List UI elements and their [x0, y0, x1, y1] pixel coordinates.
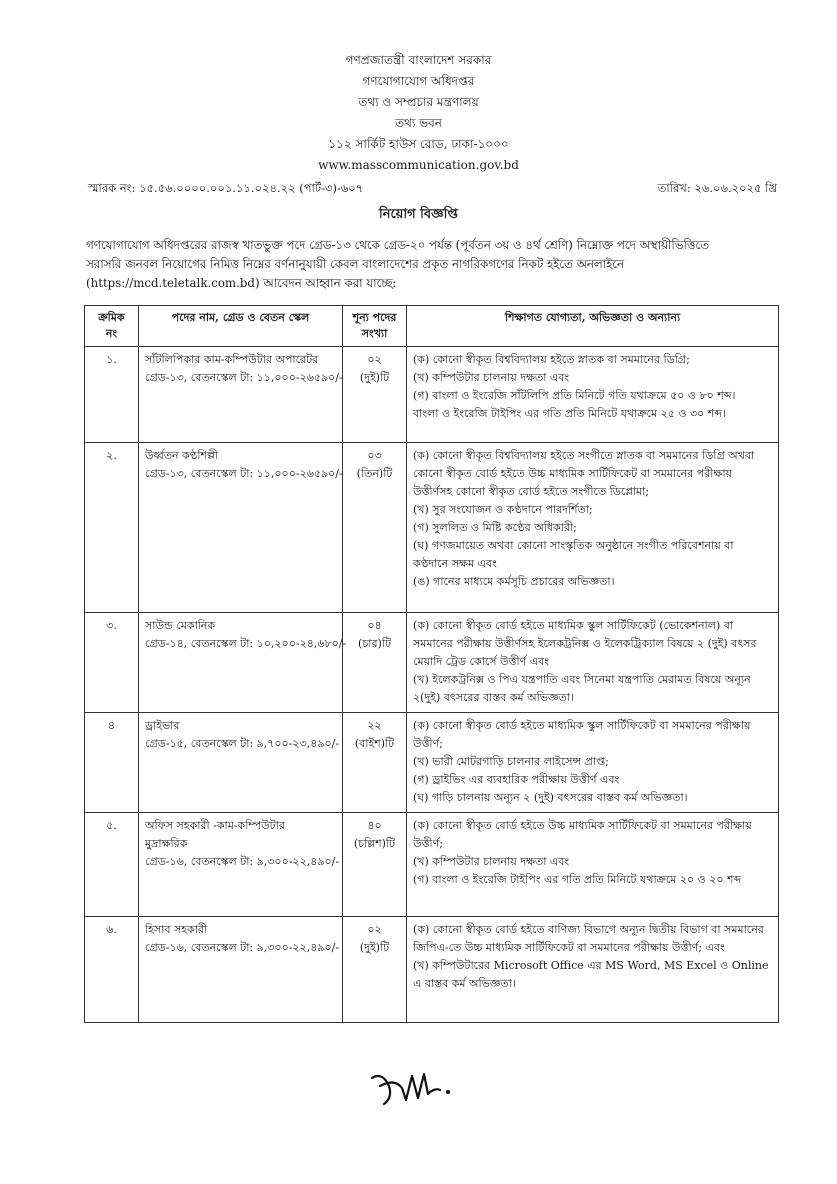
table-row	[85, 613, 779, 713]
table-row	[85, 713, 779, 813]
vacancy-number: ২২	[367, 719, 382, 732]
row-count	[343, 613, 407, 713]
vacancy-words: (বাইশ)টি	[354, 737, 395, 750]
building-name: তথ্য ভবন	[395, 116, 442, 130]
row-post	[139, 813, 343, 917]
row-post	[139, 917, 343, 1023]
intro-line: গণযোগাযোগ অধিদপ্তরের রাজস্ব খাতভুক্ত পদে গ্রেড-১৩ থেকে গ্রেড-২০ পর্যন্ত (পূর্বতন ৩য় ও ৪র্থ শ্রেণি) নিম্নোক্ত পদে অস্থায়ীভিত্তিতে	[86, 238, 709, 252]
post-grade: গ্রেড-১৫, বেতনস্কেল টা: ৯,৭০০-২৩,৪৯০/-	[145, 737, 340, 750]
qual-item: (খ) ভারী মোটরগাড়ি চালনার লাইসেন্স প্রাপ্ত;	[413, 755, 609, 768]
table-row	[85, 443, 779, 613]
row-serial: ৩.	[85, 613, 139, 713]
memo-date: তারিখ: ২৬.০৬.২০২৫ খ্রি	[657, 181, 777, 195]
ministry-name: তথ্য ও সম্প্রচার মন্ত্রণালয়	[358, 95, 479, 109]
qual-item: (গ) ড্রাইভিং এর ব্যবহারিক পরীক্ষায় উত্তীর্ণ এবং	[413, 773, 620, 786]
vacancy-number: ০২	[367, 923, 382, 936]
qual-item: (ক) কোনো স্বীকৃত বোর্ড হইতে বাণিজ্য বিভাগে অন্যূন দ্বিতীয় বিভাগ বা সমমানের জিপিএ-তে উচ্চ মাধ্যমিক সার্টিফিকেট বা সমমানের পরীক্ষায় উত্তীর্ণ; এবং	[413, 923, 764, 954]
post-grade: গ্রেড-১৩, বেতনস্কেল টা: ১১,০০০-২৬৫৯০/-	[145, 371, 343, 384]
qual-item: (ঘ) গণজমায়েত অথবা কোনো সাংস্কৃতিক অনুষ্ঠানে সংগীত পরিবেশনায় বা কণ্ঠদানে সক্ষম এবং	[413, 539, 734, 570]
office-header	[0, 50, 837, 176]
header-post: পদের নাম, গ্রেড ও বেতন স্কেল	[139, 306, 343, 347]
qual-item: (গ) সুললিত ও মিষ্টি কণ্ঠের অধিকারী;	[413, 521, 577, 534]
row-count	[343, 917, 407, 1023]
qual-item: (ক) কোনো স্বীকৃত বোর্ড হইতে মাধ্যমিক স্কুল সার্টিফিকেট (ভোকেশনাল) বা সমমানের পরীক্ষায় উত্তীর্ণসহ ইলেকট্রনিক্স ও ইলেকট্রিক্যাল বিষয়ে ২ (দুই) বৎসর মেয়াদি ট্রেড কোর্সে উত্তীর্ণ এবং	[413, 619, 757, 668]
row-qualification	[407, 613, 779, 713]
vacancy-words: (দুই)টি	[359, 371, 390, 384]
vacancy-number: ০২	[367, 353, 382, 366]
intro-line: সরাসরি জনবল নিয়োগের নিমিত্ত নিম্নের বর্ণনানুযায়ী কেবল বাংলাদেশের প্রকৃত নাগরিকগণের নিকট হইতে অনলাইনে	[86, 257, 625, 271]
row-serial: ১.	[85, 347, 139, 443]
vacancy-number: ০৩	[367, 449, 382, 462]
qual-item: (খ) সুর সংযোজন ও কণ্ঠদানে পারদর্শিতা;	[413, 503, 593, 516]
row-count	[343, 713, 407, 813]
row-serial: ২.	[85, 443, 139, 613]
post-grade: গ্রেড-১৬, বেতনস্কেল টা: ৯,৩০০-২২,৪৯০/-	[145, 941, 340, 954]
post-name-cont: মুদ্রাক্ষরিক	[145, 837, 188, 850]
post-grade: গ্রেড-১৬, বেতনস্কেল টা: ৯,৩০০-২২,৪৯০/-	[145, 855, 340, 868]
table-row	[85, 813, 779, 917]
row-count	[343, 813, 407, 917]
row-serial: ৬.	[85, 917, 139, 1023]
qual-item: (ঘ) গাড়ি চালনায় অন্যূন ২ (দুই) বৎসরের বাস্তব কর্ম অভিজ্ঞতা।	[413, 791, 688, 804]
row-qualification	[407, 917, 779, 1023]
row-serial: ৪	[85, 713, 139, 813]
table-header-row	[85, 306, 779, 347]
vacancy-number: ৪০	[367, 819, 382, 832]
qual-item: (গ) বাংলা ও ইংরেজি টাইপিং এর গতি প্রতি মিনিটে যথাক্রমে ২০ ও ২০ শব্দ	[413, 873, 742, 886]
row-serial: ৫.	[85, 813, 139, 917]
department-name: গণযোগাযোগ অধিদপ্তর	[362, 74, 475, 88]
notice-title: নিয়োগ বিজ্ঞপ্তি	[379, 207, 458, 222]
post-name: অফিস সহকারী -কাম-কম্পিউটার	[145, 819, 285, 832]
row-count	[343, 347, 407, 443]
table-row	[85, 917, 779, 1023]
row-post	[139, 613, 347, 713]
row-post	[139, 443, 343, 613]
qual-item: (গ) বাংলা ও ইংরেজি সাঁটলিপি প্রতি মিনিটে গতি যথাক্রমে ৫০ ও ৮০ শব্দ।	[413, 389, 736, 402]
row-post	[139, 713, 343, 813]
vacancy-words: (চার)টি	[358, 637, 391, 650]
row-qualification	[407, 443, 779, 613]
row-post	[139, 347, 343, 443]
office-website: www.masscommunication.gov.bd	[318, 158, 519, 172]
row-count	[343, 443, 407, 613]
vacancy-table	[84, 305, 779, 1023]
table-row	[85, 347, 779, 443]
post-grade: গ্রেড-১৪, বেতনস্কেল টা: ১০,২০০-২৪,৬৮০/-	[145, 637, 347, 650]
qual-item: (খ) কম্পিউটার চালনায় দক্ষতা এবং	[413, 855, 570, 868]
row-qualification	[407, 813, 779, 917]
signature-mark	[368, 1064, 458, 1108]
qual-item: (ক) কোনো স্বীকৃত বোর্ড হইতে মাধ্যমিক স্কুল সার্টিফিকেট বা সমমানের পরীক্ষায় উত্তীর্ণ;	[413, 719, 751, 750]
qual-item: বাংলা ও ইংরেজি টাইপিং এর গতি প্রতি মিনিটে যথাক্রমে ২৫ ও ৩০ শব্দ।	[413, 407, 726, 420]
header-serial: ক্রমিক নং	[85, 306, 139, 347]
qual-item: (খ) কম্পিউটার চালনায় দক্ষতা এবং	[413, 371, 570, 384]
intro-line: (https://mcd.teletalk.com.bd) আবেদন আহ্বান করা যাচ্ছে:	[86, 276, 397, 290]
qual-item: (খ) ইলেকট্রনিক্স ও পিএ যন্ত্রপাতি এবং সিনেমা যন্ত্রপাতি মেরামত বিষয়ে অন্যূন ২(দুই) বৎসরের বাস্তব কর্ম অভিজ্ঞতা।	[413, 673, 751, 704]
qual-item: (ক) কোনো স্বীকৃত বিশ্ববিদ্যালয় হইতে স্নাতক বা সমমানের ডিগ্রি;	[413, 353, 690, 366]
office-address: ১১২ সার্কিট হাউস রোড, ঢাকা-১০০০	[328, 137, 509, 151]
govt-name: গণপ্রজাতন্ত্রী বাংলাদেশ সরকার	[345, 53, 492, 67]
post-name: ড্রাইভার	[145, 719, 180, 732]
post-name: হিসাব সহকারী	[145, 923, 208, 936]
qual-item: (খ) কম্পিউটারের Microsoft Office এর MS Word, MS Excel ও Online এ বাস্তব কর্ম অভিজ্ঞতা।	[413, 959, 769, 990]
qual-item: (ক) কোনো স্বীকৃত বোর্ড হইতে উচ্চ মাধ্যমিক সার্টিফিকেট বা সমমানের পরীক্ষায় উত্তীর্ণ;	[413, 819, 752, 850]
vacancy-number: ০৪	[367, 619, 382, 632]
row-qualification	[407, 713, 779, 813]
post-name: উর্ধ্বতন কণ্ঠশিল্পী	[145, 449, 218, 462]
vacancy-words: (তিন)টি	[356, 467, 393, 480]
qual-item: (ঙ) গানের মাধ্যমে কর্মসূচি প্রচারের অভিজ্ঞতা।	[413, 575, 615, 588]
qual-item: (ক) কোনো স্বীকৃত বিশ্ববিদ্যালয় হইতে সংগীতে স্নাতক বা সমমানের ডিগ্রি অথবা কোনো স্বীকৃত বোর্ড হইতে উচ্চ মাধ্যমিক সার্টিফিকেট বা সমমানের পরীক্ষায় উত্তীর্ণসহ কোনো স্বীকৃত বোর্ড হইতে সংগীতে ডিপ্লোমা;	[413, 449, 755, 498]
header-vacancy: শূন্য পদের সংখ্যা	[343, 306, 407, 347]
vacancy-words: (দুই)টি	[359, 941, 390, 954]
vacancy-words: (চল্লিশ)টি	[353, 837, 396, 850]
memo-number: স্মারক নং: ১৫.৫৬.০০০০.০০১.১১.০২৪.২২ (পার্ট-৩)-৬০৭	[88, 181, 364, 195]
post-name: সাঁটলিপিকার কাম-কম্পিউটার অপারেটর	[145, 353, 319, 366]
header-qualification: শিক্ষাগত যোগ্যতা, অভিজ্ঞতা ও অন্যান্য	[407, 306, 779, 347]
post-name: সাউন্ড মেকানিক	[145, 619, 216, 632]
row-qualification	[407, 347, 779, 443]
post-grade: গ্রেড-১৩, বেতনস্কেল টা: ১১,০০০-২৬৫৯০/-	[145, 467, 343, 480]
intro-paragraph	[86, 236, 776, 293]
